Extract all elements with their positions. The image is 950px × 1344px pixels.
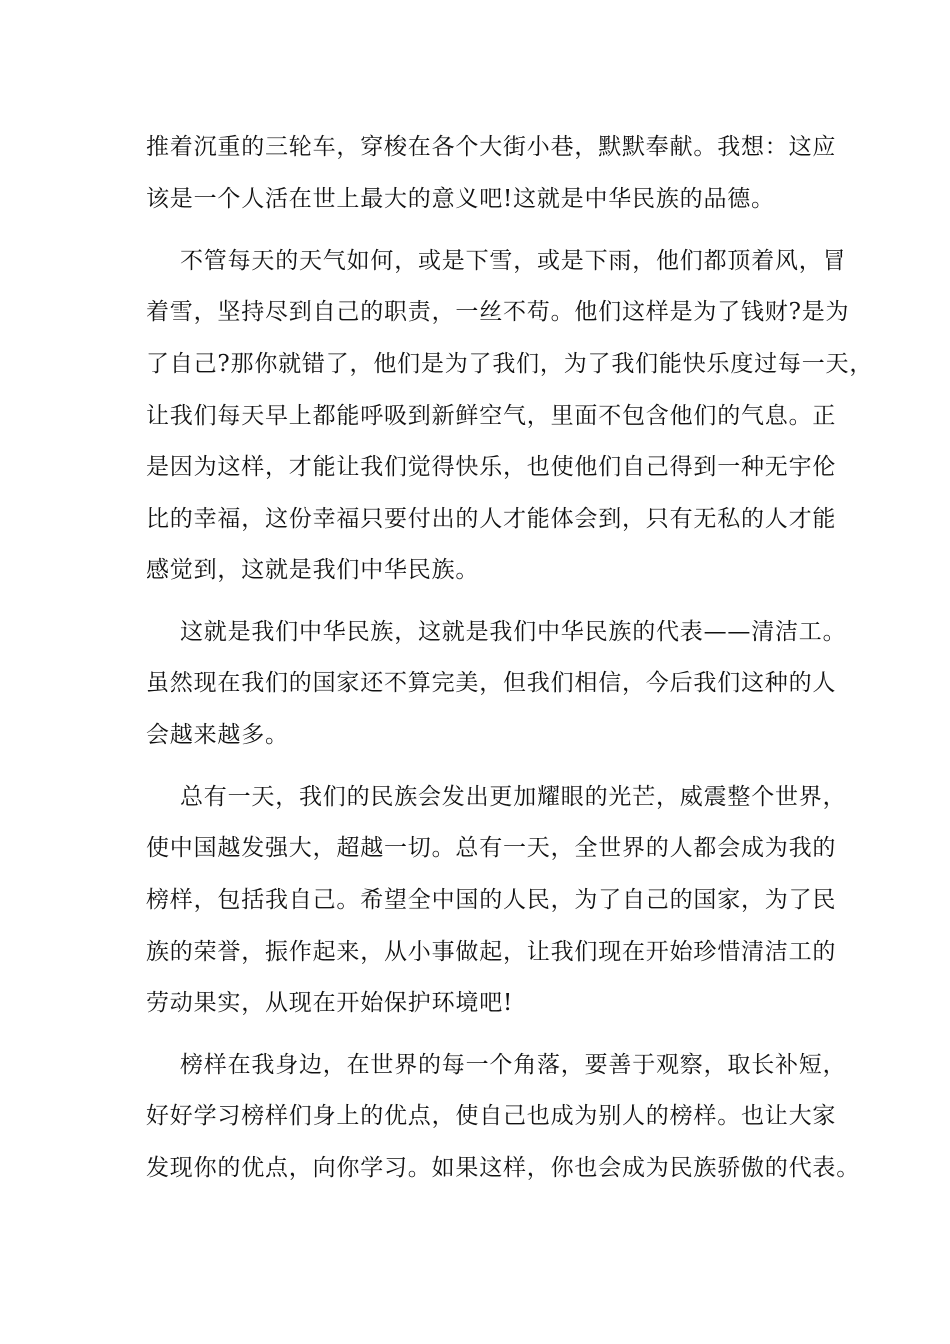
text-line: 会越来越多。 — [146, 722, 289, 748]
paragraph-first-line: 这就是我们中华民族，这就是我们中华民族的代表——清洁工。 — [180, 619, 847, 645]
text-line: 该是一个人活在世上最大的意义吧!这就是中华民族的品德。 — [146, 186, 775, 212]
paragraph-first-line: 榜样在我身边，在世界的每一个角落，要善于观察，取长补短， — [180, 1052, 847, 1078]
text-line: 着雪，坚持尽到自己的职责，一丝不苟。他们这样是为了钱财?是为 — [146, 299, 850, 325]
text-line: 发现你的优点，向你学习。如果这样，你也会成为民族骄傲的代表。 — [146, 1155, 860, 1181]
text-line: 使中国越发强大，超越一切。总有一天，全世界的人都会成为我的 — [146, 835, 837, 861]
text-line: 族的荣誉，振作起来，从小事做起，让我们现在开始珍惜清洁工的 — [146, 939, 837, 965]
text-line: 榜样，包括我自己。希望全中国的人民，为了自己的国家，为了民 — [146, 887, 837, 913]
text-line: 比的幸福，这份幸福只要付出的人才能体会到，只有无私的人才能 — [146, 506, 837, 532]
text-line: 感觉到，这就是我们中华民族。 — [146, 557, 480, 583]
text-line: 虽然现在我们的国家还不算完美，但我们相信，今后我们这种的人 — [146, 670, 837, 696]
paragraph-first-line: 总有一天，我们的民族会发出更加耀眼的光芒，威震整个世界， — [180, 784, 847, 810]
text-line: 推着沉重的三轮车，穿梭在各个大街小巷，默默奉献。我想：这应 — [146, 134, 837, 160]
paragraph-first-line: 不管每天的天气如何，或是下雪，或是下雨，他们都顶着风，冒 — [180, 248, 847, 274]
text-line: 好好学习榜样们身上的优点，使自己也成为别人的榜样。也让大家 — [146, 1103, 837, 1129]
text-line: 劳动果实，从现在开始保护环境吧! — [146, 990, 514, 1016]
text-line: 了自己?那你就错了，他们是为了我们，为了我们能快乐度过每一天， — [146, 351, 874, 377]
text-line: 是因为这样，才能让我们觉得快乐，也使他们自己得到一种无宇伦 — [146, 454, 837, 480]
text-line: 让我们每天早上都能呼吸到新鲜空气，里面不包含他们的气息。正 — [146, 403, 837, 429]
